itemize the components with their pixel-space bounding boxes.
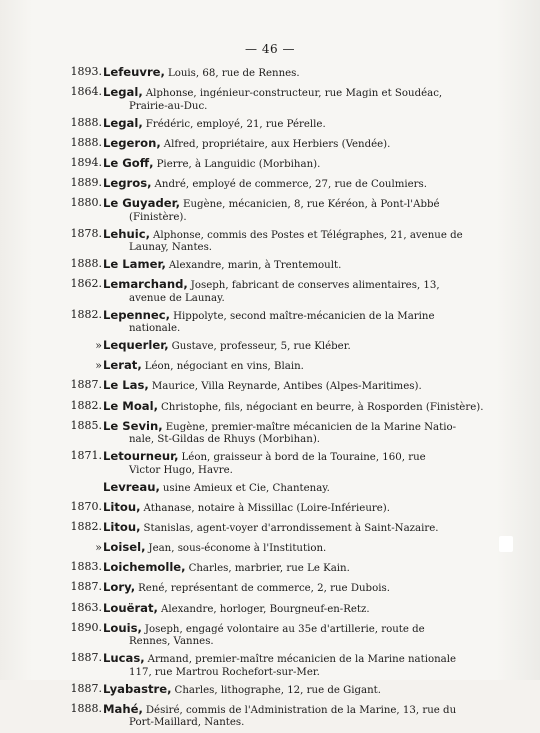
entry-year: » (95, 541, 102, 555)
entry-body (103, 196, 440, 224)
directory-entry (0, 228, 540, 255)
entry-details: Alfred, propriétaire, aux Herbiers (Vendée). (163, 138, 391, 150)
entry-body (103, 379, 420, 394)
entry-first-line (103, 398, 484, 415)
entry-details: Alphonse, commis des Postes et Télégraphes, 21, avenue de (153, 229, 463, 241)
directory-entry (0, 481, 540, 496)
entry-details: Alexandre, marin, à Trentemoult. (168, 260, 342, 272)
entry-year: » (95, 359, 102, 373)
entry-details: Alphonse, ingénieur-constructeur, rue Magin et Soudéac, (145, 88, 443, 100)
entry-first-line (103, 137, 420, 152)
entry-first-line (103, 226, 463, 243)
entry-year: 1885. (70, 418, 102, 432)
entry-continuation: nationale. (129, 323, 181, 335)
entry-body (103, 561, 420, 576)
entry-name: Lefeuvre, (103, 65, 165, 79)
directory-entry (0, 622, 540, 649)
entry-first-line (103, 620, 425, 637)
directory-entry (0, 339, 540, 354)
entry-body (103, 176, 428, 192)
entry-year: 1894. (70, 155, 102, 169)
entry-details: Gustave, professeur, 5, rue Kléber. (171, 341, 351, 352)
entry-continuation: Prairie-au-Duc. (129, 100, 208, 112)
entry-body (103, 701, 457, 730)
entry-body (103, 620, 425, 649)
entry-details: Joseph, fabricant de conserves alimentaires, 13, (190, 280, 440, 292)
entry-details: Armand, premier-maître mécanicien de la Marine nationale (147, 654, 457, 666)
entry-year: 1882. (70, 398, 102, 412)
entry-details: Charles, lithographe, 12, rue de Gigant. (174, 684, 382, 696)
directory-list (0, 66, 540, 733)
entry-first-line (103, 541, 420, 556)
entry-details: Christophe, fils, négociant en beurre, à Rosporden (Finistère). (161, 401, 484, 413)
directory-entry (0, 177, 540, 192)
entry-name: Legros, (103, 176, 152, 191)
entry-year: 1864. (70, 85, 102, 99)
entry-name: Louis, (103, 620, 142, 635)
entry-continuation: nale, St-Gildas de Rhuys (Morbihan). (129, 434, 321, 446)
entry-name: Lehuic, (103, 226, 151, 241)
entry-details: Hippolyte, second maître-mécanicien de la Marine (173, 310, 435, 322)
entry-body (103, 581, 420, 596)
entry-continuation: (Finistère). (129, 211, 187, 223)
entry-details: René, représentant de commerce, 2, rue Dubois. (138, 583, 390, 595)
entry-year: » (95, 339, 102, 352)
entry-year: 1883. (70, 560, 102, 574)
entry-body (103, 541, 420, 556)
directory-entry (0, 86, 540, 113)
entry-year: 1889. (70, 176, 102, 190)
directory-entry (0, 197, 540, 224)
entry-details: Pierre, à Languidic (Morbihan). (156, 158, 321, 170)
entry-body (103, 339, 420, 354)
entry-first-line (103, 277, 440, 293)
entry-name: Legal, (103, 85, 143, 100)
entry-body (103, 398, 484, 415)
entry-body (103, 66, 420, 81)
entry-name: Mahé, (103, 701, 143, 716)
entry-name: Legeron, (103, 135, 161, 150)
entry-year: 1882. (70, 307, 102, 321)
entry-name: Lemarchand, (103, 277, 188, 292)
entry-details: Eugène, premier-maître mécanicien de la Marine Natio- (165, 421, 457, 433)
entry-year: 1870. (70, 499, 102, 513)
directory-entry (0, 278, 540, 305)
entry-first-line (103, 501, 420, 516)
entry-body (103, 359, 420, 374)
entry-name: Loichemolle, (103, 560, 186, 575)
entry-first-line (103, 481, 420, 496)
directory-entry (0, 541, 540, 556)
entry-name: Le Moal, (103, 398, 158, 413)
entry-body (103, 85, 443, 113)
entry-name: Le Las, (103, 378, 149, 393)
entry-body (103, 137, 420, 152)
entry-first-line (103, 66, 420, 81)
entry-name: Lucas, (103, 651, 145, 666)
entry-year: 1887. (70, 580, 102, 594)
entry-continuation: Port-Maillard, Nantes. (129, 717, 245, 729)
entry-first-line (103, 519, 439, 536)
directory-entry (0, 561, 540, 576)
directory-entry (0, 400, 540, 415)
entry-continuation: avenue de Launay. (129, 292, 225, 304)
entry-first-line (103, 117, 420, 132)
entry-year: 1887. (70, 378, 102, 392)
entry-name: Letourneur, (103, 449, 179, 464)
entry-first-line (103, 258, 420, 273)
entry-first-line (103, 602, 420, 617)
entry-body (103, 501, 420, 516)
entry-first-line (103, 379, 420, 394)
entry-name: Lepennec, (103, 307, 171, 322)
entry-name: Levreau, (103, 479, 160, 494)
directory-entry (0, 450, 540, 477)
entry-year: 1878. (70, 226, 102, 240)
directory-entry (0, 258, 540, 273)
entry-year: 1888. (70, 115, 102, 129)
entry-first-line (103, 418, 457, 435)
entry-details: Charles, marbrier, rue Le Kain. (188, 563, 350, 575)
entry-year: 1887. (70, 681, 102, 695)
entry-details: Joseph, engagé volontaire au 35e d'artillerie, route de (144, 623, 425, 635)
entry-year: 1890. (70, 620, 102, 634)
entry-body (103, 258, 420, 273)
entry-name: Litou, (103, 499, 141, 514)
entry-name: Le Guyader, (103, 196, 181, 211)
entry-details: Eugène, mécanicien, 8, rue Kéréon, à Pont-l'Abbé (183, 199, 440, 211)
entry-year: 1888. (70, 701, 102, 715)
entry-details: Louis, 68, rue de Rennes. (167, 68, 300, 79)
directory-entry (0, 521, 540, 536)
entry-name: Le Lamer, (103, 257, 166, 272)
entry-body (103, 307, 435, 336)
entry-first-line (103, 359, 420, 374)
directory-entry (0, 420, 540, 447)
entry-name: Legal, (103, 115, 143, 130)
entry-details: Stanislas, agent-voyer d'arrondissement à Saint-Nazaire. (143, 522, 439, 534)
entry-first-line (103, 339, 420, 354)
directory-entry (0, 66, 540, 81)
entry-details: Alexandre, horloger, Bourgneuf-en-Retz. (160, 603, 370, 615)
entry-body (103, 117, 420, 132)
entry-body (103, 418, 457, 447)
directory-entry (0, 683, 540, 698)
entry-first-line (103, 581, 420, 596)
entry-details: Maurice, Villa Reynarde, Antibes (Alpes-Maritimes). (151, 381, 422, 393)
entry-body (103, 683, 420, 698)
entry-first-line (103, 561, 420, 576)
entry-details: Désiré, commis de l'Administration de la Marine, 13, rue du (145, 704, 457, 716)
entry-year: 1880. (70, 196, 102, 210)
entry-details: Léon, graisseur à bord de la Touraine, 160, rue (181, 452, 426, 464)
entry-year: 1887. (70, 651, 102, 665)
entry-details: André, employé de commerce, 27, rue de Coulmiers. (154, 179, 428, 191)
directory-entry (0, 309, 540, 336)
directory-entry (0, 117, 540, 132)
entry-body (103, 277, 440, 305)
directory-entry (0, 501, 540, 516)
entry-first-line (103, 176, 428, 192)
entry-name: Louërat, (103, 600, 158, 615)
entry-year: 1871. (70, 449, 102, 463)
entry-name: Le Sevin, (103, 418, 163, 433)
entry-details: Athanase, notaire à Missillac (Loire-Inférieure). (143, 502, 391, 514)
entry-body (103, 481, 420, 496)
entry-continuation: Victor Hugo, Havre. (129, 464, 233, 476)
directory-entry (0, 157, 540, 172)
directory-entry (0, 703, 540, 730)
entry-year: 1882. (70, 519, 102, 533)
entry-first-line (103, 651, 457, 667)
entry-details: Jean, sous-économe à l'Institution. (148, 543, 327, 555)
directory-entry (0, 137, 540, 152)
directory-entry (0, 652, 540, 679)
entry-year: 1888. (70, 135, 102, 149)
entry-name: Lory, (103, 580, 136, 595)
entry-continuation: Launay, Nantes. (129, 242, 213, 254)
entry-body (103, 651, 457, 679)
entry-first-line (103, 307, 435, 324)
entry-first-line (103, 196, 440, 212)
entry-first-line (103, 157, 420, 172)
entry-name: Le Goff, (103, 155, 154, 170)
entry-name: Loisel, (103, 540, 146, 555)
entry-name: Lyabastre, (103, 681, 172, 696)
entry-body (103, 157, 420, 172)
entry-name: Litou, (103, 519, 141, 534)
entry-name: Lequerler, (103, 338, 169, 352)
entry-details: Léon, négociant en vins, Blain. (144, 361, 304, 373)
entry-first-line (103, 683, 420, 698)
entry-body (103, 449, 426, 477)
entry-body (103, 602, 420, 617)
entry-body (103, 519, 439, 536)
directory-entry (0, 602, 540, 617)
entry-continuation: 117, rue Martrou Rochefort-sur-Mer. (129, 666, 320, 678)
entry-year: 1888. (70, 257, 102, 271)
directory-entry (0, 379, 540, 394)
entry-first-line (103, 85, 443, 101)
entry-details: usine Amieux et Cie, Chantenay. (162, 482, 330, 494)
entry-body (103, 226, 463, 255)
entry-first-line (103, 449, 426, 465)
entry-year: 1863. (70, 600, 102, 614)
directory-entry (0, 581, 540, 596)
entry-details: Frédéric, employé, 21, rue Pérelle. (145, 118, 326, 130)
entry-year: 1862. (70, 277, 102, 291)
entry-name: Lerat, (103, 358, 142, 373)
directory-entry (0, 359, 540, 374)
entry-continuation: Rennes, Vannes. (129, 636, 214, 648)
entry-first-line (103, 701, 457, 718)
scan-blank-patch (499, 536, 513, 552)
page-number: — 46 — (245, 42, 295, 56)
entry-year: 1893. (70, 65, 102, 78)
